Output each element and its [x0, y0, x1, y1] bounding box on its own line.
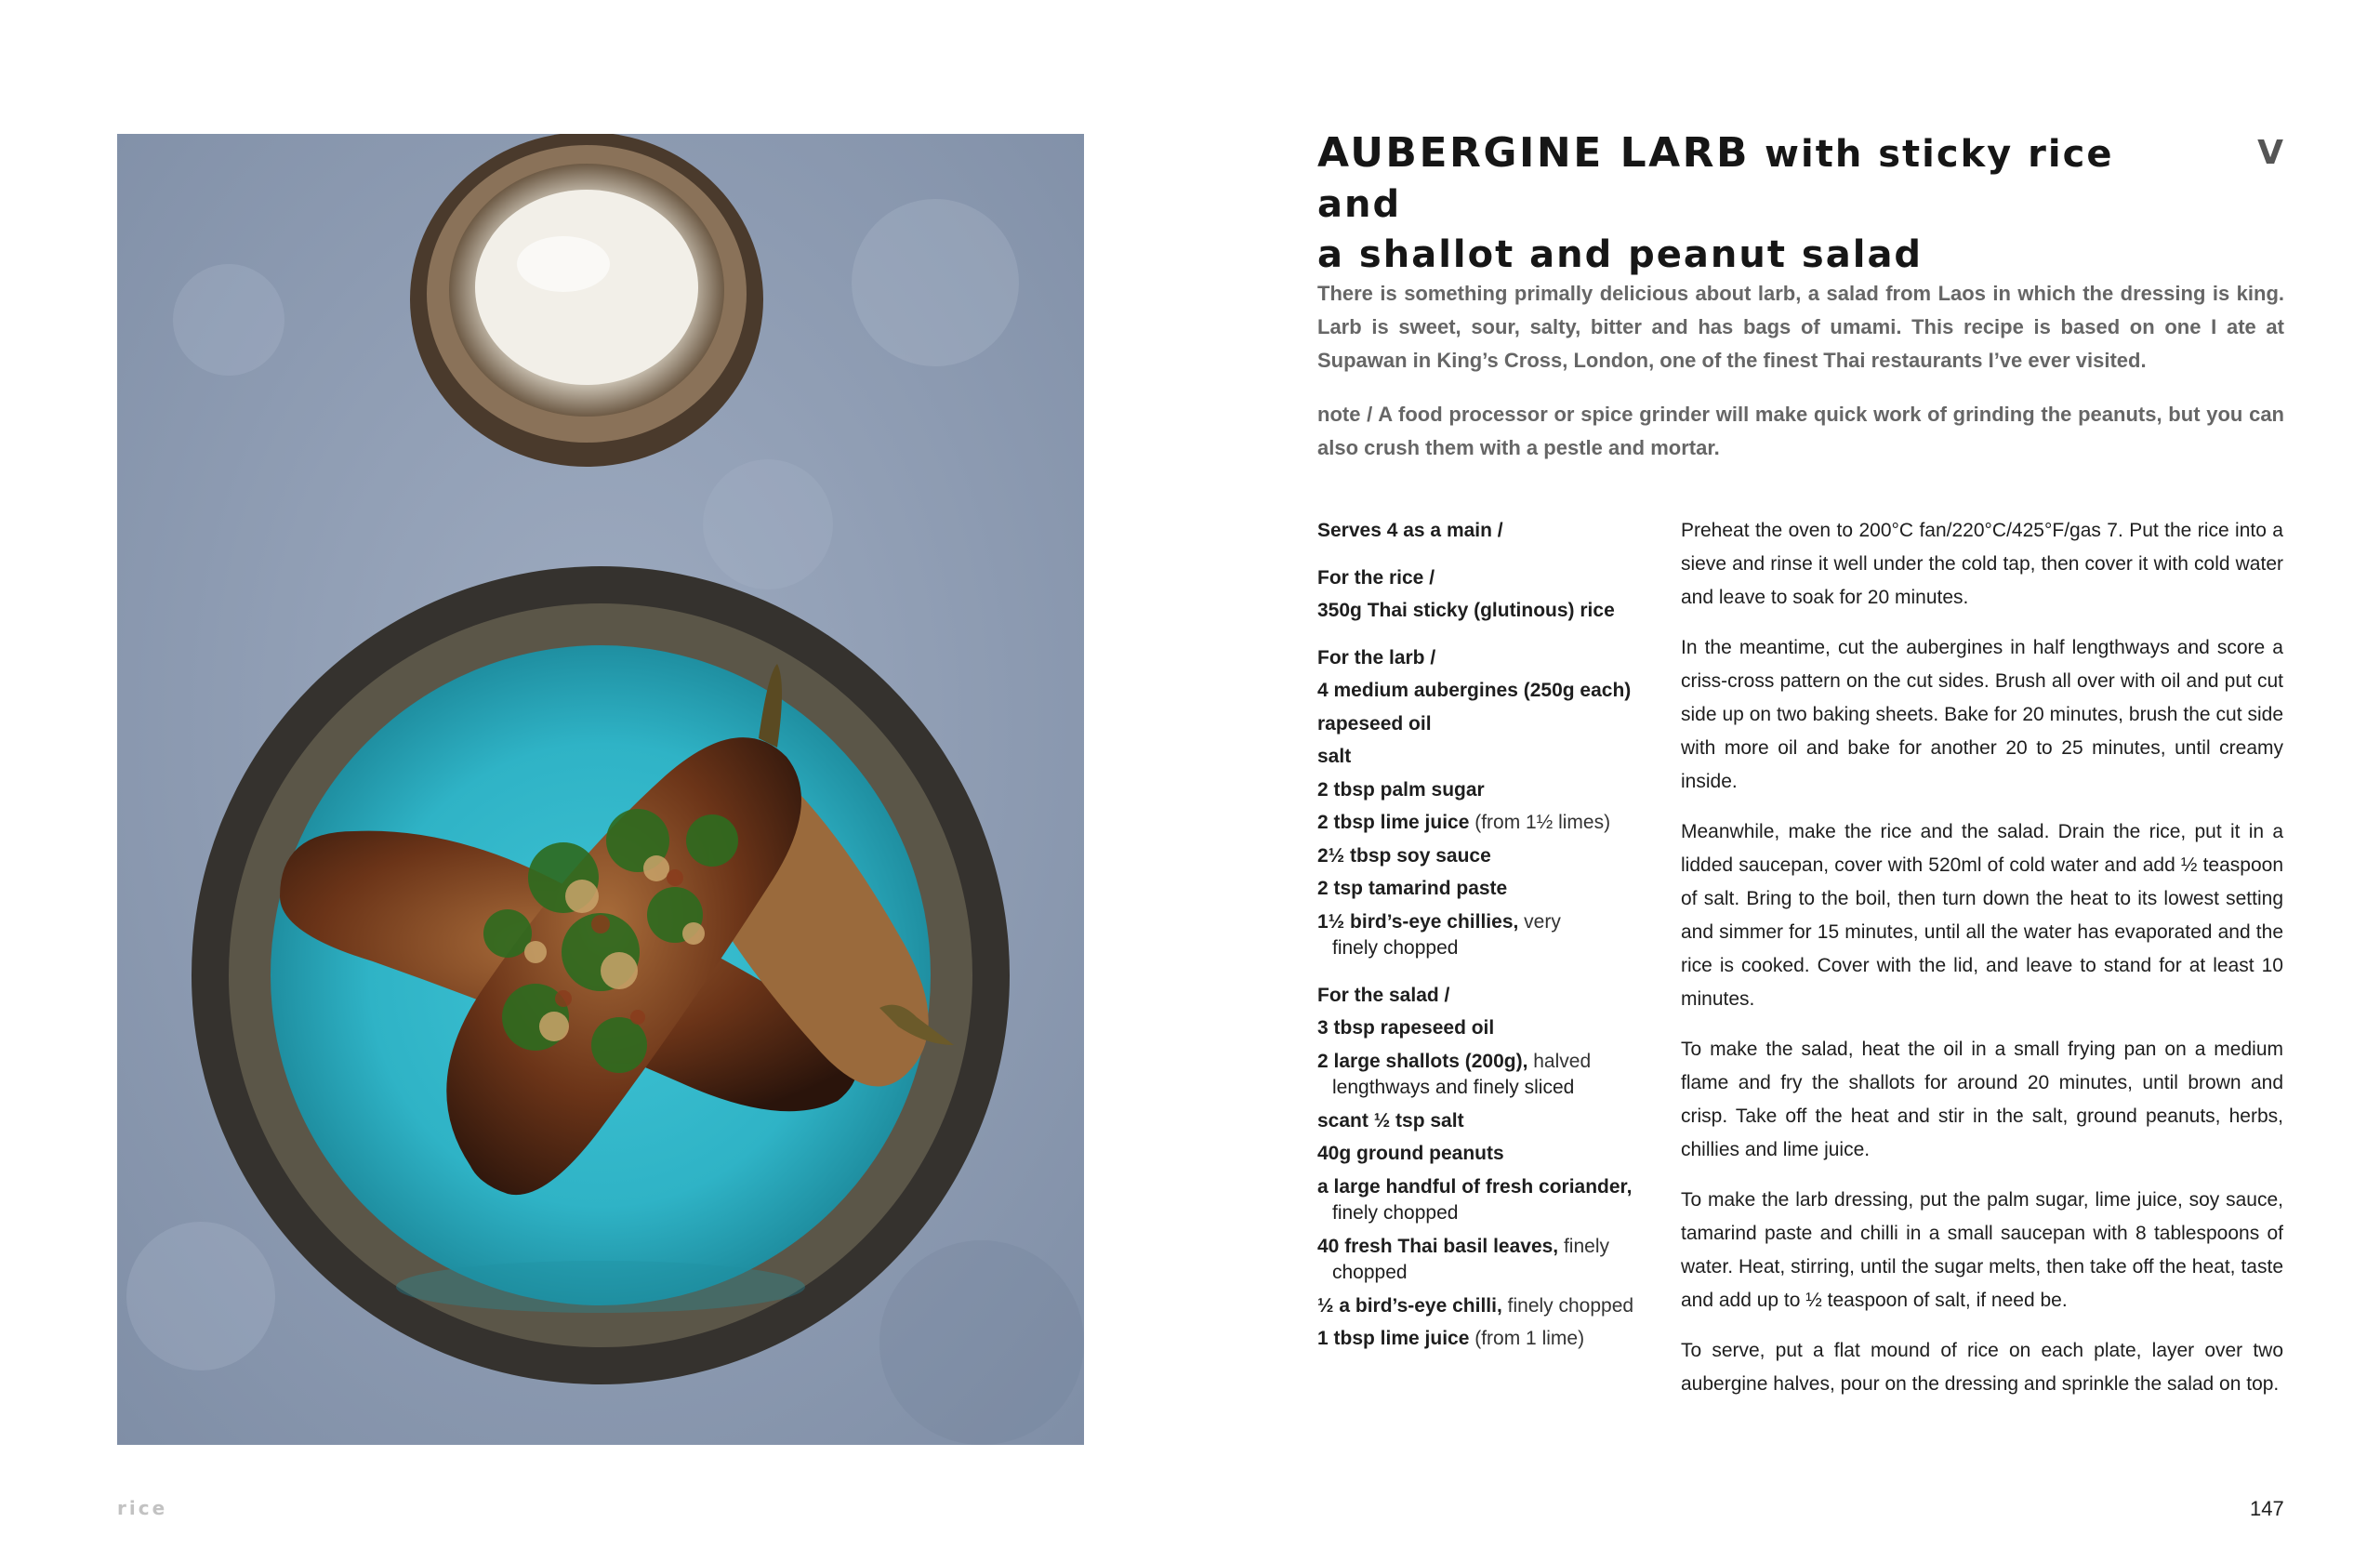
ingredient-name: rapeseed oil — [1317, 712, 1432, 735]
ingredient-continuation: finely chopped — [1332, 1202, 1459, 1224]
recipe-title-rest: with sticky rice and — [1317, 133, 2114, 226]
recipe-title-line2: a shallot and peanut salad — [1317, 233, 1924, 276]
ingredient-name: 2 tbsp palm sugar — [1317, 778, 1485, 801]
serves-text: Serves 4 as a main / — [1317, 520, 1503, 541]
recipe-intro: There is something primally delicious about larb, a salad from Laos in which the dressing is king. Larb is sweet, sour, salty, bitter and has bags of umami. This recipe is based on one I ate at Supawan in King’s Cross, London, one of the finest Thai restaurants I’ve ever visited. — [1317, 282, 2284, 372]
ingredient-name: 40 fresh Thai basil leaves, — [1317, 1235, 1559, 1257]
ingredient-group — [1317, 979, 1652, 1356]
ingredient-name: 2 tbsp lime juice — [1317, 812, 1470, 833]
ingredients-column — [1317, 514, 1652, 1370]
ingredient-detail: (from 1 lime) — [1469, 1328, 1585, 1349]
ingredient-name: scant ½ tsp salt — [1317, 1109, 1464, 1132]
ingredient-continuation: chopped — [1332, 1262, 1408, 1283]
ingredient-item — [1317, 708, 1652, 741]
ingredient-detail: very — [1518, 910, 1561, 933]
ingredient-detail: finely chopped — [1501, 1294, 1634, 1317]
ingredient-name: 2 large shallots (200g), — [1317, 1050, 1528, 1072]
ingredient-name: 1½ bird’s-eye chillies, — [1317, 910, 1519, 933]
ingredient-group-heading: For the larb / — [1317, 646, 1436, 669]
ingredient-name: 2½ tbsp soy sauce — [1317, 844, 1491, 867]
section-label: rice — [117, 1497, 168, 1519]
ingredient-name: a large handful of fresh coriander, — [1317, 1175, 1633, 1198]
ingredient-name: 2 tsp tamarind paste — [1317, 878, 1508, 899]
ingredient-name: 40g ground peanuts — [1317, 1143, 1504, 1164]
ingredient-item — [1317, 1290, 1652, 1323]
method-step: To make the salad, heat the oil in a small frying pan on a medium flame and fry the shallots for around 20 minutes, until brown and crisp. Take off the heat and stir in the salt, ground peanuts, herbs, chillies and lime juice. — [1681, 1039, 2283, 1160]
ingredient-item — [1317, 840, 1652, 873]
ingredient-continuation: lengthways and finely sliced — [1332, 1077, 1575, 1098]
ingredient-group-heading: For the rice / — [1317, 566, 1435, 589]
method-step: In the meantime, cut the aubergines in half lengthways and score a criss-cross pattern on the cut sides. Brush all over with oil and put cut side up on two baking sheets. Bake for 20 minutes, brush the cut side with more oil and bake for another 20 to 25 minutes, until creamy inside. — [1681, 637, 2283, 792]
ingredient-item — [1317, 740, 1652, 774]
ingredient-groups — [1317, 562, 1652, 1356]
vegetarian-mark: V — [2257, 134, 2283, 172]
ingredient-item — [1317, 1105, 1652, 1138]
ingredient-name: 3 tbsp rapeseed oil — [1317, 1017, 1495, 1039]
ingredient-name: 4 medium aubergines (250g each) — [1317, 680, 1632, 701]
ingredient-detail: finely — [1558, 1235, 1609, 1257]
page-number: 147 — [2250, 1497, 2284, 1520]
recipe-title-caps: AUBERGINE LARB — [1317, 129, 1751, 177]
ingredient-item — [1317, 774, 1652, 807]
method-step: To serve, put a flat mound of rice on each plate, layer over two aubergine halves, pour on the dressing and sprinkle the salad on top. — [1681, 1340, 2283, 1395]
ingredient-item — [1317, 1012, 1652, 1045]
rice-bowl — [410, 134, 763, 467]
method-step: Preheat the oven to 200°C fan/220°C/425°F/gas 7. Put the rice into a sieve and rinse it well under the cold tap, then cover it with cold water and leave to soak for 20 minutes. — [1681, 520, 2283, 608]
ingredient-item — [1317, 872, 1652, 906]
ingredient-item — [1317, 594, 1652, 628]
ingredient-name: salt — [1317, 746, 1352, 767]
serves-line — [1317, 514, 1652, 548]
ingredient-name: ½ a bird’s-eye chilli, — [1317, 1294, 1502, 1317]
ingredient-name: 1 tbsp lime juice — [1317, 1328, 1470, 1349]
ingredient-item — [1317, 1322, 1652, 1356]
recipe-note: note / A food processor or spice grinder will make quick work of grinding the peanuts, but you can also crush them with a pestle and mortar. — [1317, 403, 2284, 459]
ingredient-name: 350g Thai sticky (glutinous) rice — [1317, 600, 1615, 621]
method-step: To make the larb dressing, put the palm sugar, lime juice, soy sauce, tamarind paste and chilli in a small saucepan with 8 tablespoons of water. Heat, stirring, until the sugar melts, then take off the heat, taste and add up to ½ teaspoon of salt, if need be. — [1681, 1189, 2283, 1311]
ingredient-detail: halved — [1527, 1050, 1592, 1072]
ingredient-item — [1317, 1137, 1652, 1171]
recipe-title — [1317, 128, 2173, 280]
ingredient-continuation: finely chopped — [1332, 937, 1459, 959]
method-step: Meanwhile, make the rice and the salad. Drain the rice, put it in a lidded saucepan, cover with 520ml of cold water and add ½ teaspoon of salt. Bring to the boil, then turn down the heat to its lowest setting and simmer for 15 minutes, until all the water has evaporated and the rice is cooked. Cover with the lid, and leave to stand for at least 10 minutes. — [1681, 821, 2283, 1010]
ingredient-group — [1317, 642, 1652, 965]
ingredient-group-heading: For the salad / — [1317, 984, 1450, 1006]
ingredient-item — [1317, 674, 1652, 708]
recipe-photo — [117, 134, 1084, 1445]
ingredient-detail: (from 1½ limes) — [1469, 812, 1611, 833]
photo-illustration — [117, 134, 1084, 1445]
ingredient-group — [1317, 562, 1652, 628]
ingredient-item — [1317, 806, 1652, 840]
method-column — [1681, 514, 2283, 1418]
